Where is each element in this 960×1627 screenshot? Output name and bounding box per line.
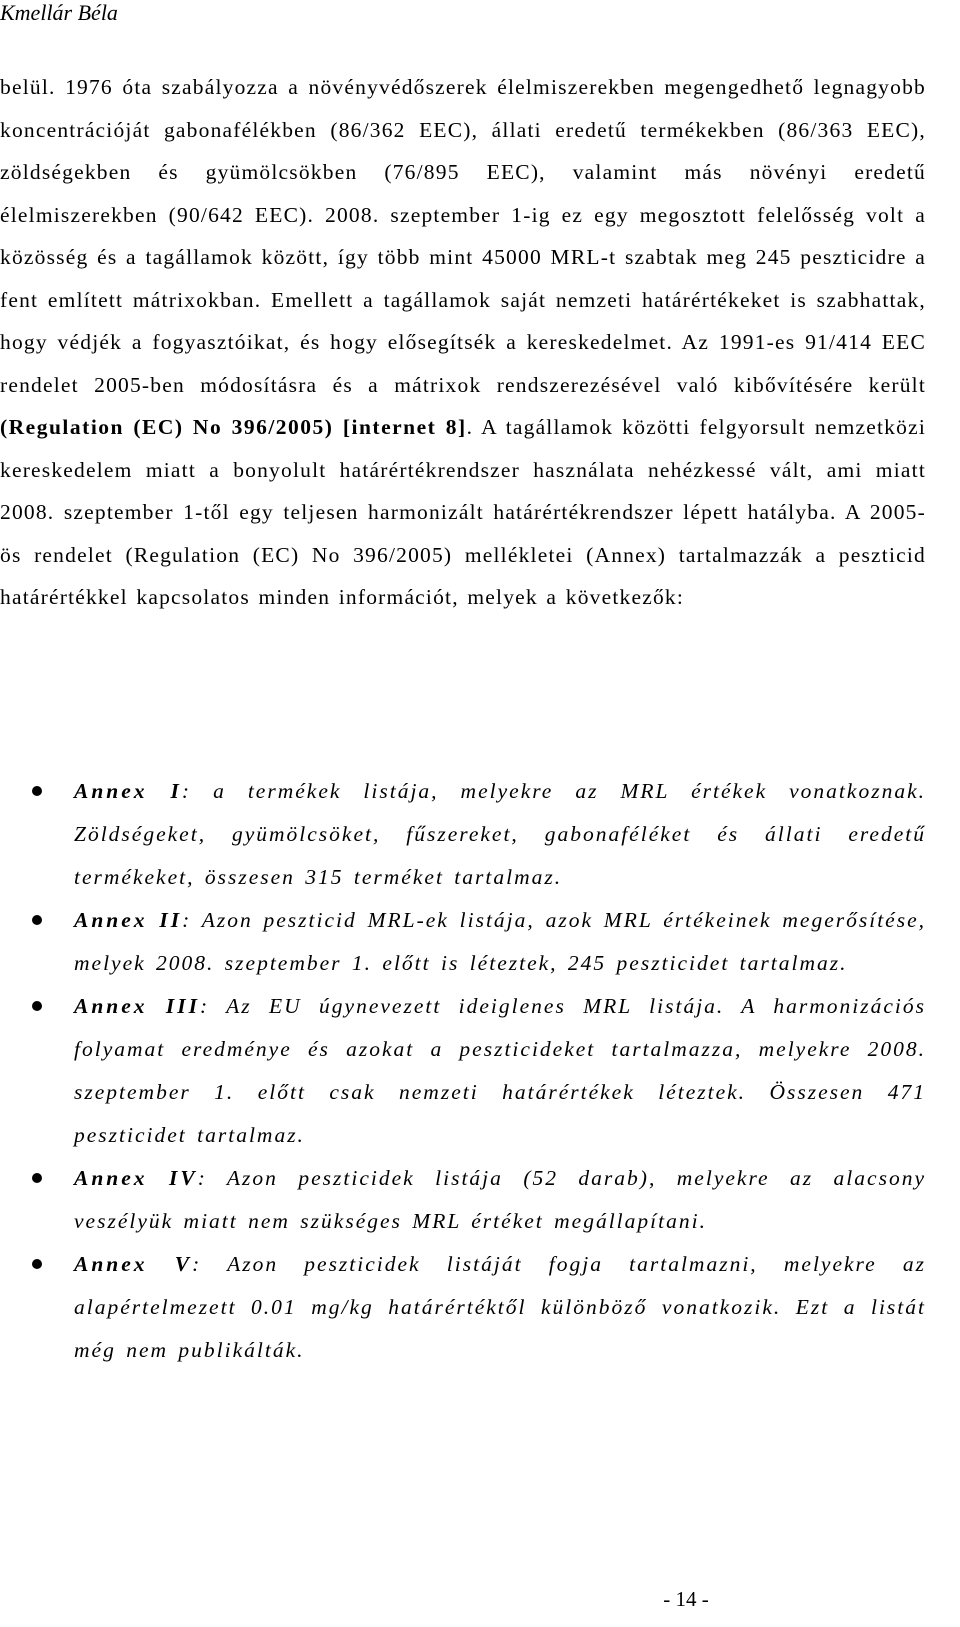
annex-description: : Az EU úgynevezett ideiglenes MRL listája. A harmonizációs folyamat eredménye és azokat a peszticideket tartalmazza, melyekre 2008. szeptember 1. előtt csak nemzeti határértékek léteztek. Összesen 471 peszticidet tartalmaz.: [74, 994, 926, 1147]
annex-item-1: [0, 770, 926, 899]
regulation-reference: (Regulation (EC) No 396/2005) [internet 8]: [0, 415, 467, 439]
running-header-author: Kmellár Béla: [0, 0, 118, 25]
bullet-icon: [32, 1259, 42, 1269]
annex-item-3: [0, 985, 926, 1157]
paragraph-text: belül. 1976 óta szabályozza a növényvédőszerek élelmiszerekben megengedhető legnagyobb koncentrációját gabonafélékben (86/362 EEC), állati eredetű termékekben (86/363 EEC), zöldségekben és gyümölcsökben (76/895 EEC), valamint más növényi eredetű élelmiszerekben (90/642 EEC). 2008. szeptember 1-ig ez egy megosztott felelősség volt a közösség és a tagállamok között, így több mint 45000 MRL-t szabtak meg 245 peszticidre a fent említett mátrixokban. Emellett a tagállamok saját nemzeti határértékeket is szabhattak, hogy védjék a fogyasztóikat, és hogy elősegítsék a kereskedelmet. Az 1991-es 91/414 EEC rendelet 2005-ben módosításra és a mátrixok rendszerezésével való kibővítésére került: [0, 75, 926, 397]
bullet-icon: [32, 915, 42, 925]
bullet-icon: [32, 786, 42, 796]
annex-label: Annex II: [74, 908, 183, 932]
annex-description: : Azon peszticid MRL-ek listája, azok MRL értékeinek megerősítése, melyek 2008. szeptember 1. előtt is léteztek, 245 peszticidet tartalmaz.: [74, 908, 926, 975]
annex-description: : a termékek listája, melyekre az MRL értékek vonatkoznak. Zöldségeket, gyümölcsöket, fűszereket, gabonaféléket és állati eredetű termékeket, összesen 315 terméket tartalmaz.: [74, 779, 926, 889]
annex-list: [0, 770, 926, 1372]
annex-description: : Azon peszticidek listáját fogja tartalmazni, melyekre az alapértelmezett 0.01 mg/kg határértéktől különböző vonatkozik. Ezt a listát még nem publikálták.: [74, 1252, 926, 1362]
annex-label: Annex I: [74, 779, 182, 803]
annex-label: Annex V: [74, 1252, 193, 1276]
annex-label: Annex III: [74, 994, 201, 1018]
annex-description: : Azon peszticidek listája (52 darab), melyekre az alacsony veszélyük miatt nem szükséges MRL értéket megállapítani.: [74, 1166, 926, 1233]
annex-label: Annex IV: [74, 1166, 198, 1190]
page-number-container: [0, 1586, 926, 1612]
body-paragraph: [0, 66, 926, 619]
paragraph-text-continued: . A tagállamok közötti felgyorsult nemzetközi kereskedelem miatt a bonyolult határértékrendszer használata nehézkessé vált, ami miatt 2008. szeptember 1-től egy teljesen harmonizált határértékrendszer lépett hatályba. A 2005-ös rendelet (Regulation (EC) No 396/2005) mellékletei (Annex) tartalmazzák a peszticid határértékkel kapcsolatos minden információt, melyek a következők:: [0, 415, 926, 609]
annex-item-4: [0, 1157, 926, 1243]
annex-item-5: [0, 1243, 926, 1372]
bullet-icon: [32, 1173, 42, 1183]
page-number: - 14 -: [663, 1587, 709, 1611]
annex-item-2: [0, 899, 926, 985]
bullet-icon: [32, 1001, 42, 1011]
